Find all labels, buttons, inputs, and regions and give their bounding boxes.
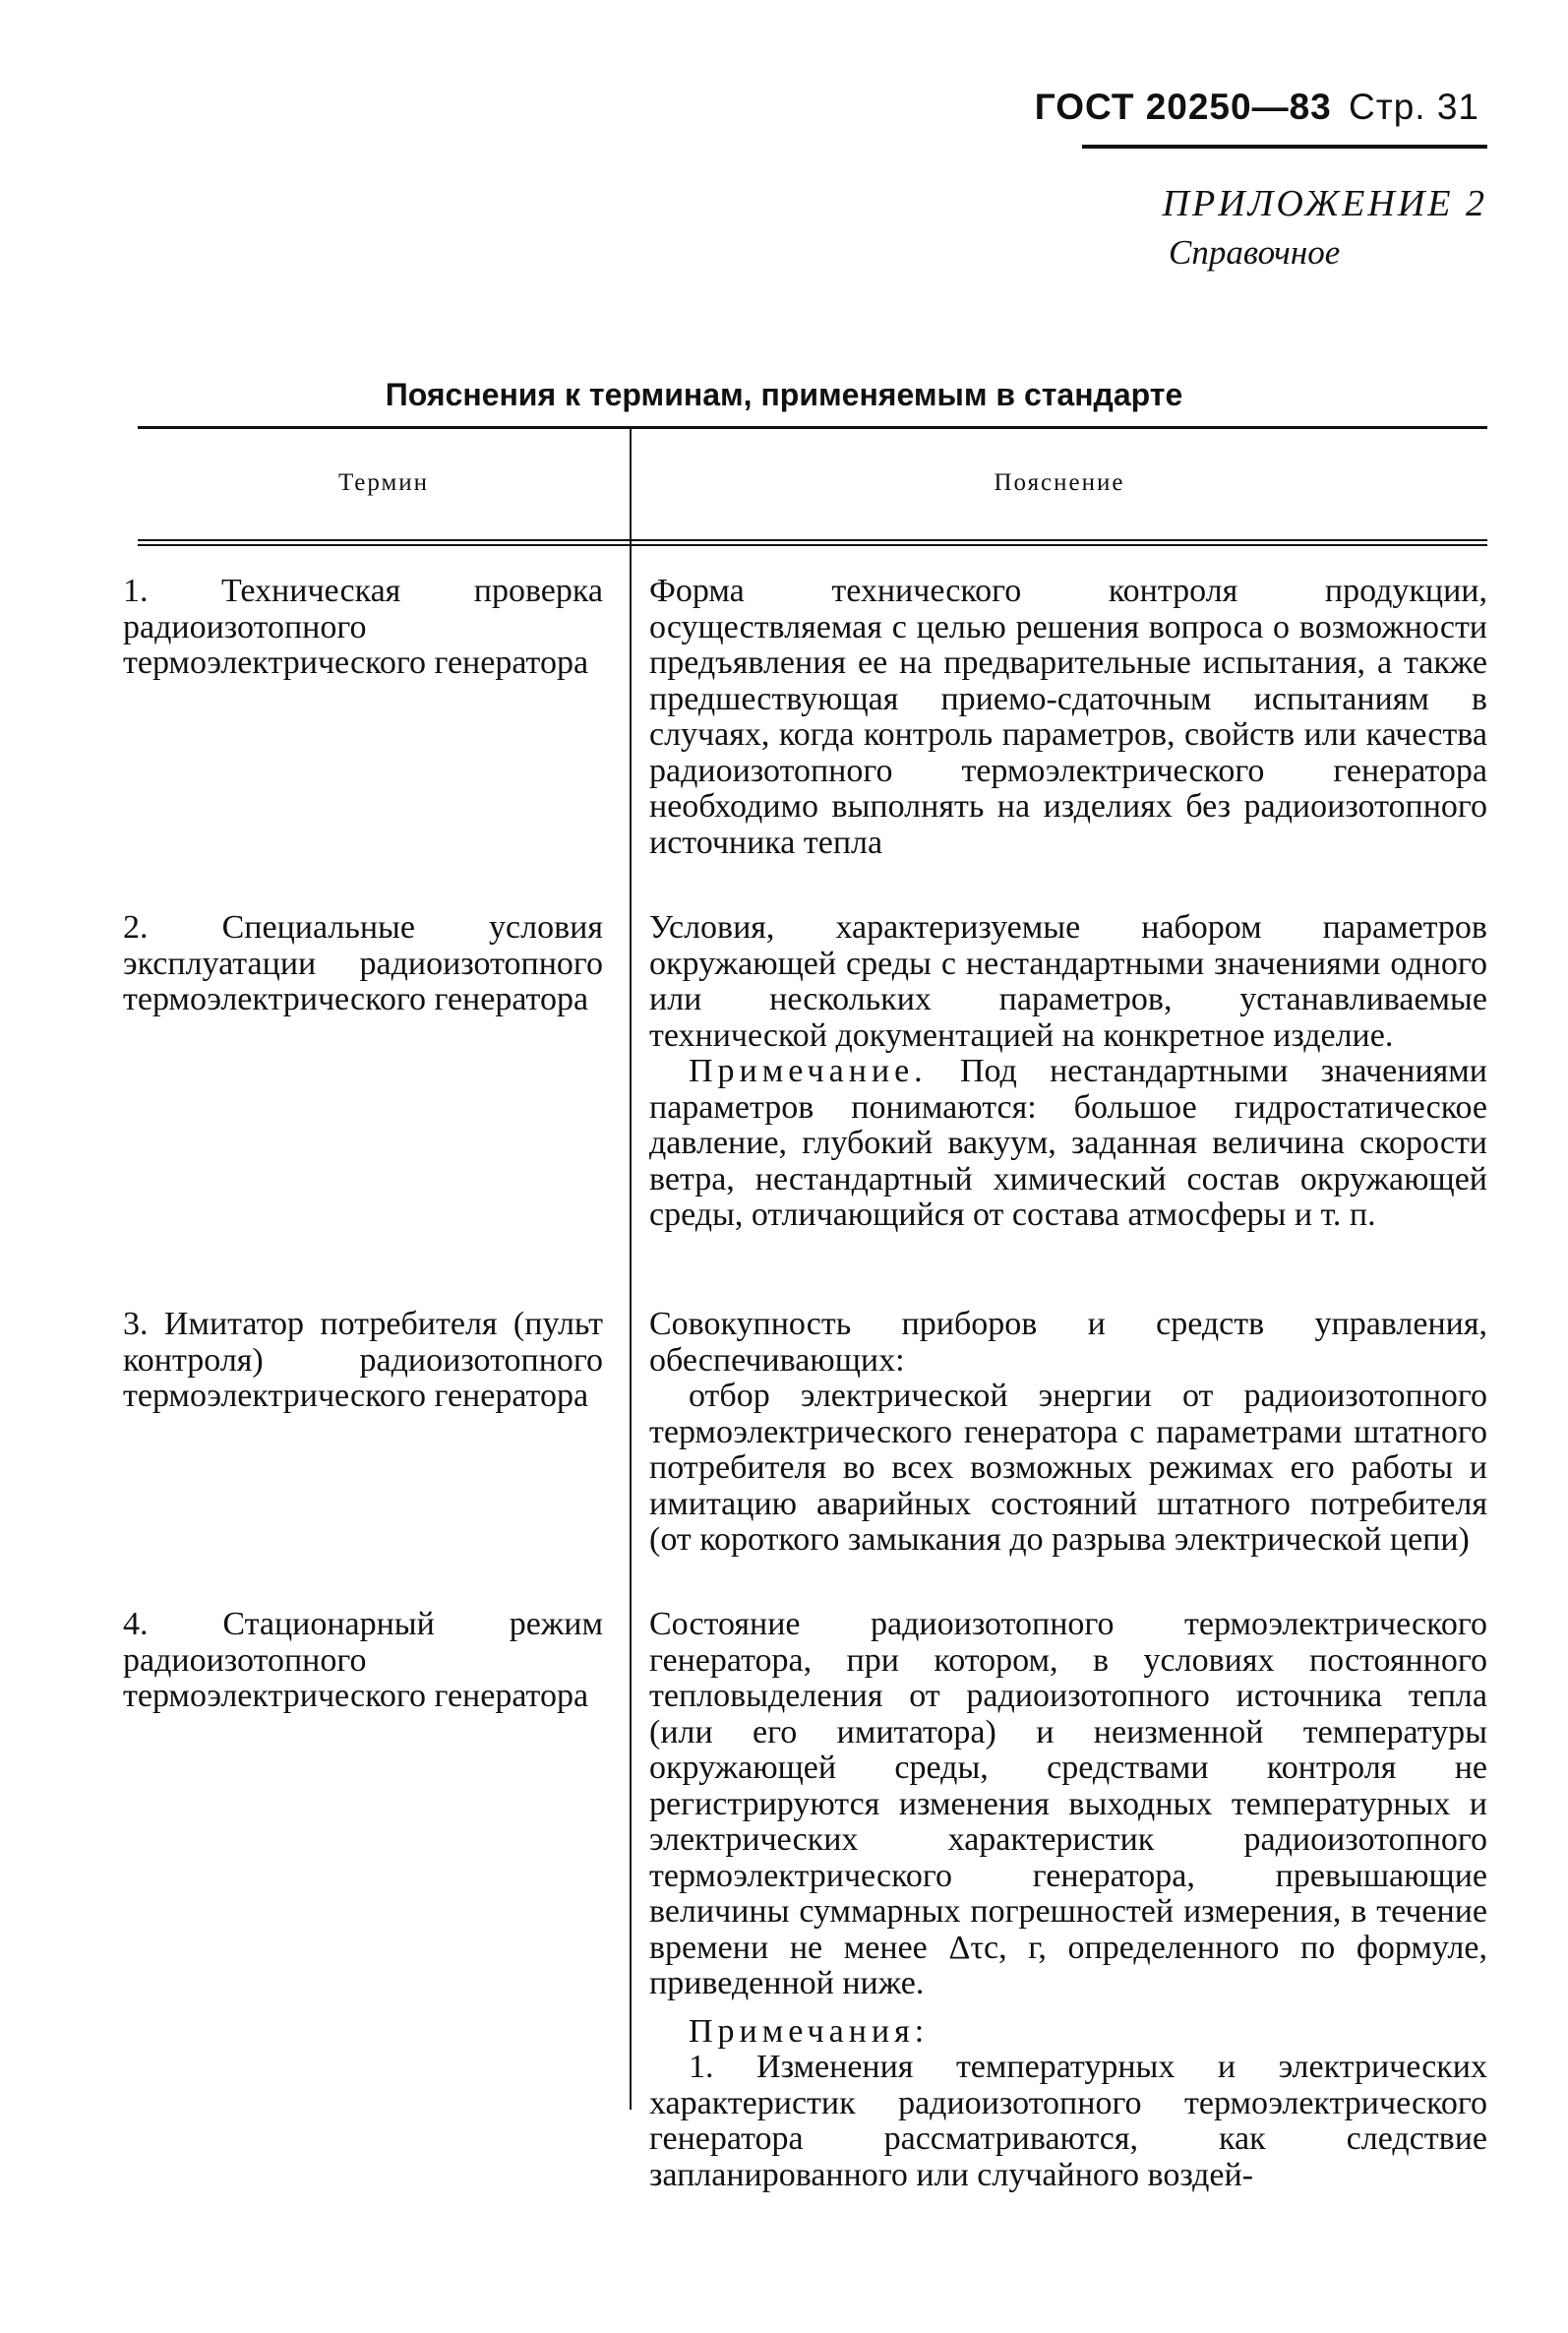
desc-4-notes-label: Примечания: — [689, 2012, 930, 2050]
desc-3 — [649, 1307, 1487, 1559]
desc-2-note — [649, 1054, 1487, 1234]
page-number: Стр. 31 — [1349, 87, 1479, 127]
desc-1 — [649, 574, 1487, 861]
header-bottom-rule-2 — [138, 544, 1487, 546]
desc-4-note-1: 1. Изменения температурных и электрических характеристик радиоизотопного термоэлектрического генератора рассматриваются, как следствие запланированного или случайного воздей- — [649, 2049, 1487, 2193]
appendix-title: ПРИЛОЖЕНИЕ 2 — [1162, 183, 1487, 224]
standard-number: ГОСТ 20250—83 — [1034, 87, 1332, 127]
desc-2-text: Условия, характеризуемые набором параметров окружающей среды с нестандартными значениями одного или нескольких параметров, устанавливаемые технической документацией на конкретное изделие. — [649, 909, 1487, 1054]
desc-4-text: Состояние радиоизотопного термоэлектрического генератора, при котором, в условиях постоянного тепловыделения от радиоизотопного источника тепла (или его имитатора) и неизменной температуры окружающей среды, средствами контроля не регистрируются изменения выходных температурных и электрических характеристик радиоизотопного термоэлектрического генератора, превышающие величины суммарных погрешностей измерения, в течение времени не менее Δτс, г, определенного по формуле, приведенной ниже. — [649, 1606, 1487, 2001]
appendix-kind: Справочное — [1169, 233, 1341, 272]
header-bottom-rule — [138, 539, 1487, 541]
desc-2 — [649, 910, 1487, 1234]
note-label: Примечание. — [689, 1053, 928, 1089]
column-header-term: Термин — [337, 469, 430, 496]
column-header-desc: Пояснение — [994, 469, 1125, 496]
term-4: 4. Стационарный режим радиоизотопного термоэлектрического генератора — [123, 1606, 603, 1714]
table-top-rule — [138, 426, 1487, 429]
column-divider — [630, 429, 632, 2110]
desc-3-text-2: отбор электрической энергии от радиоизотопного термоэлектрического генератора с параметрами штатного потребителя во всех возможных режимах его работы и имитацию аварийных состояний штатного потребителя (от короткого замыкания до разрыва электрической цепи) — [649, 1378, 1487, 1558]
page-header — [1035, 87, 1479, 128]
desc-3-text: Совокупность приборов и средств управления, обеспечивающих: — [649, 1306, 1487, 1379]
term-1: 1. Техническая проверка радиоизотопного термоэлектрического генератора — [123, 573, 603, 681]
term-3: 3. Имитатор потребителя (пульт контроля) радиоизотопного термоэлектрического генератора — [123, 1306, 603, 1414]
header-rule — [1082, 145, 1487, 149]
note-text: Под нестандартными значениями параметров понимаются: большое гидростатическое давление, глубокий вакуум, заданная величина скорости ветра, нестандартный химический состав окружающей среды, отличающийся от состава атмосферы и т. п. — [649, 1053, 1488, 1233]
desc-4 — [649, 1607, 1487, 2193]
desc-1-text: Форма технического контроля продукции, осуществляемая с целью решения вопроса о возможности предъявления ее на предварительные испытания, а также предшествующая приемо-сдаточным испытаниям в случаях, когда контроль параметров, свойств или качества радиоизотопного термоэлектрического генератора необходимо выполнять на изделиях без радиоизотопного источника тепла — [649, 573, 1487, 861]
table-title: Пояснения к терминам, применяемым в стандарте — [385, 377, 1183, 412]
term-2: 2. Специальные условия эксплуатации радиоизотопного термоэлектрического генератора — [123, 909, 603, 1017]
